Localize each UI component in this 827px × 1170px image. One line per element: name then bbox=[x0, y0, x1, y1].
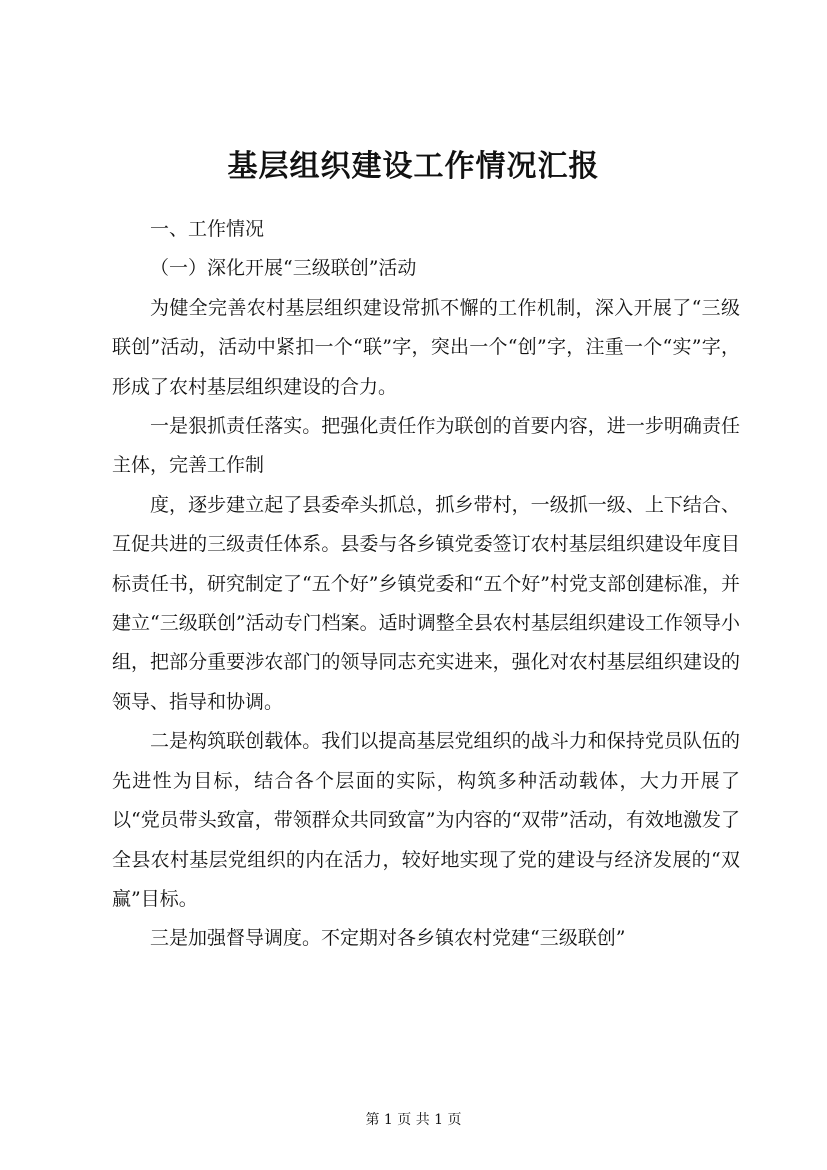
body-paragraph: 一是狠抓责任落实。把强化责任作为联创的首要内容，进一步明确责任主体，完善工作制 bbox=[112, 415, 740, 477]
document-body bbox=[112, 210, 740, 959]
document-title: 基层组织建设工作情况汇报 bbox=[227, 149, 600, 184]
body-paragraph: 三是加强督导调度。不定期对各乡镇农村党建“三级联创” bbox=[150, 927, 626, 950]
page-number-footer: 第 1 页 共 1 页 bbox=[365, 1112, 462, 1128]
body-paragraph: 度，逐步建立起了县委牵头抓总，抓乡带村，一级抓一级、上下结合、互促共进的三级责任体系。县委与各乡镇党委签订农村基层组织建设年度目标责任书，研究制定了“五个好”乡镇党委和“五个好”村党支部创建标准，并建立“三级联创”活动专门档案。适时调整全县农村基层组织建设工作领导小组，把部分重要涉农部门的领导同志充实进来，强化对农村基层组织建设的领导、指导和协调。 bbox=[112, 493, 740, 713]
body-paragraph: 二是构筑联创载体。我们以提高基层党组织的战斗力和保持党员队伍的先进性为目标，结合各个层面的实际，构筑多种活动载体，大力开展了以“党员带头致富，带领群众共同致富”为内容的“双带”活动，有效地激发了全县农村基层党组织的内在活力，较好地实现了党的建设与经济发展的“双赢”目标。 bbox=[112, 730, 740, 910]
subsection-heading: （一）深化开展“三级联创”活动 bbox=[150, 257, 417, 280]
section-heading: 一、工作情况 bbox=[150, 218, 265, 240]
body-paragraph: 为健全完善农村基层组织建设常抓不懈的工作机制，深入开展了“三级联创”活动，活动中紧扣一个“联”字，突出一个“创”字，注重一个“实”字，形成了农村基层组织建设的合力。 bbox=[112, 296, 740, 398]
